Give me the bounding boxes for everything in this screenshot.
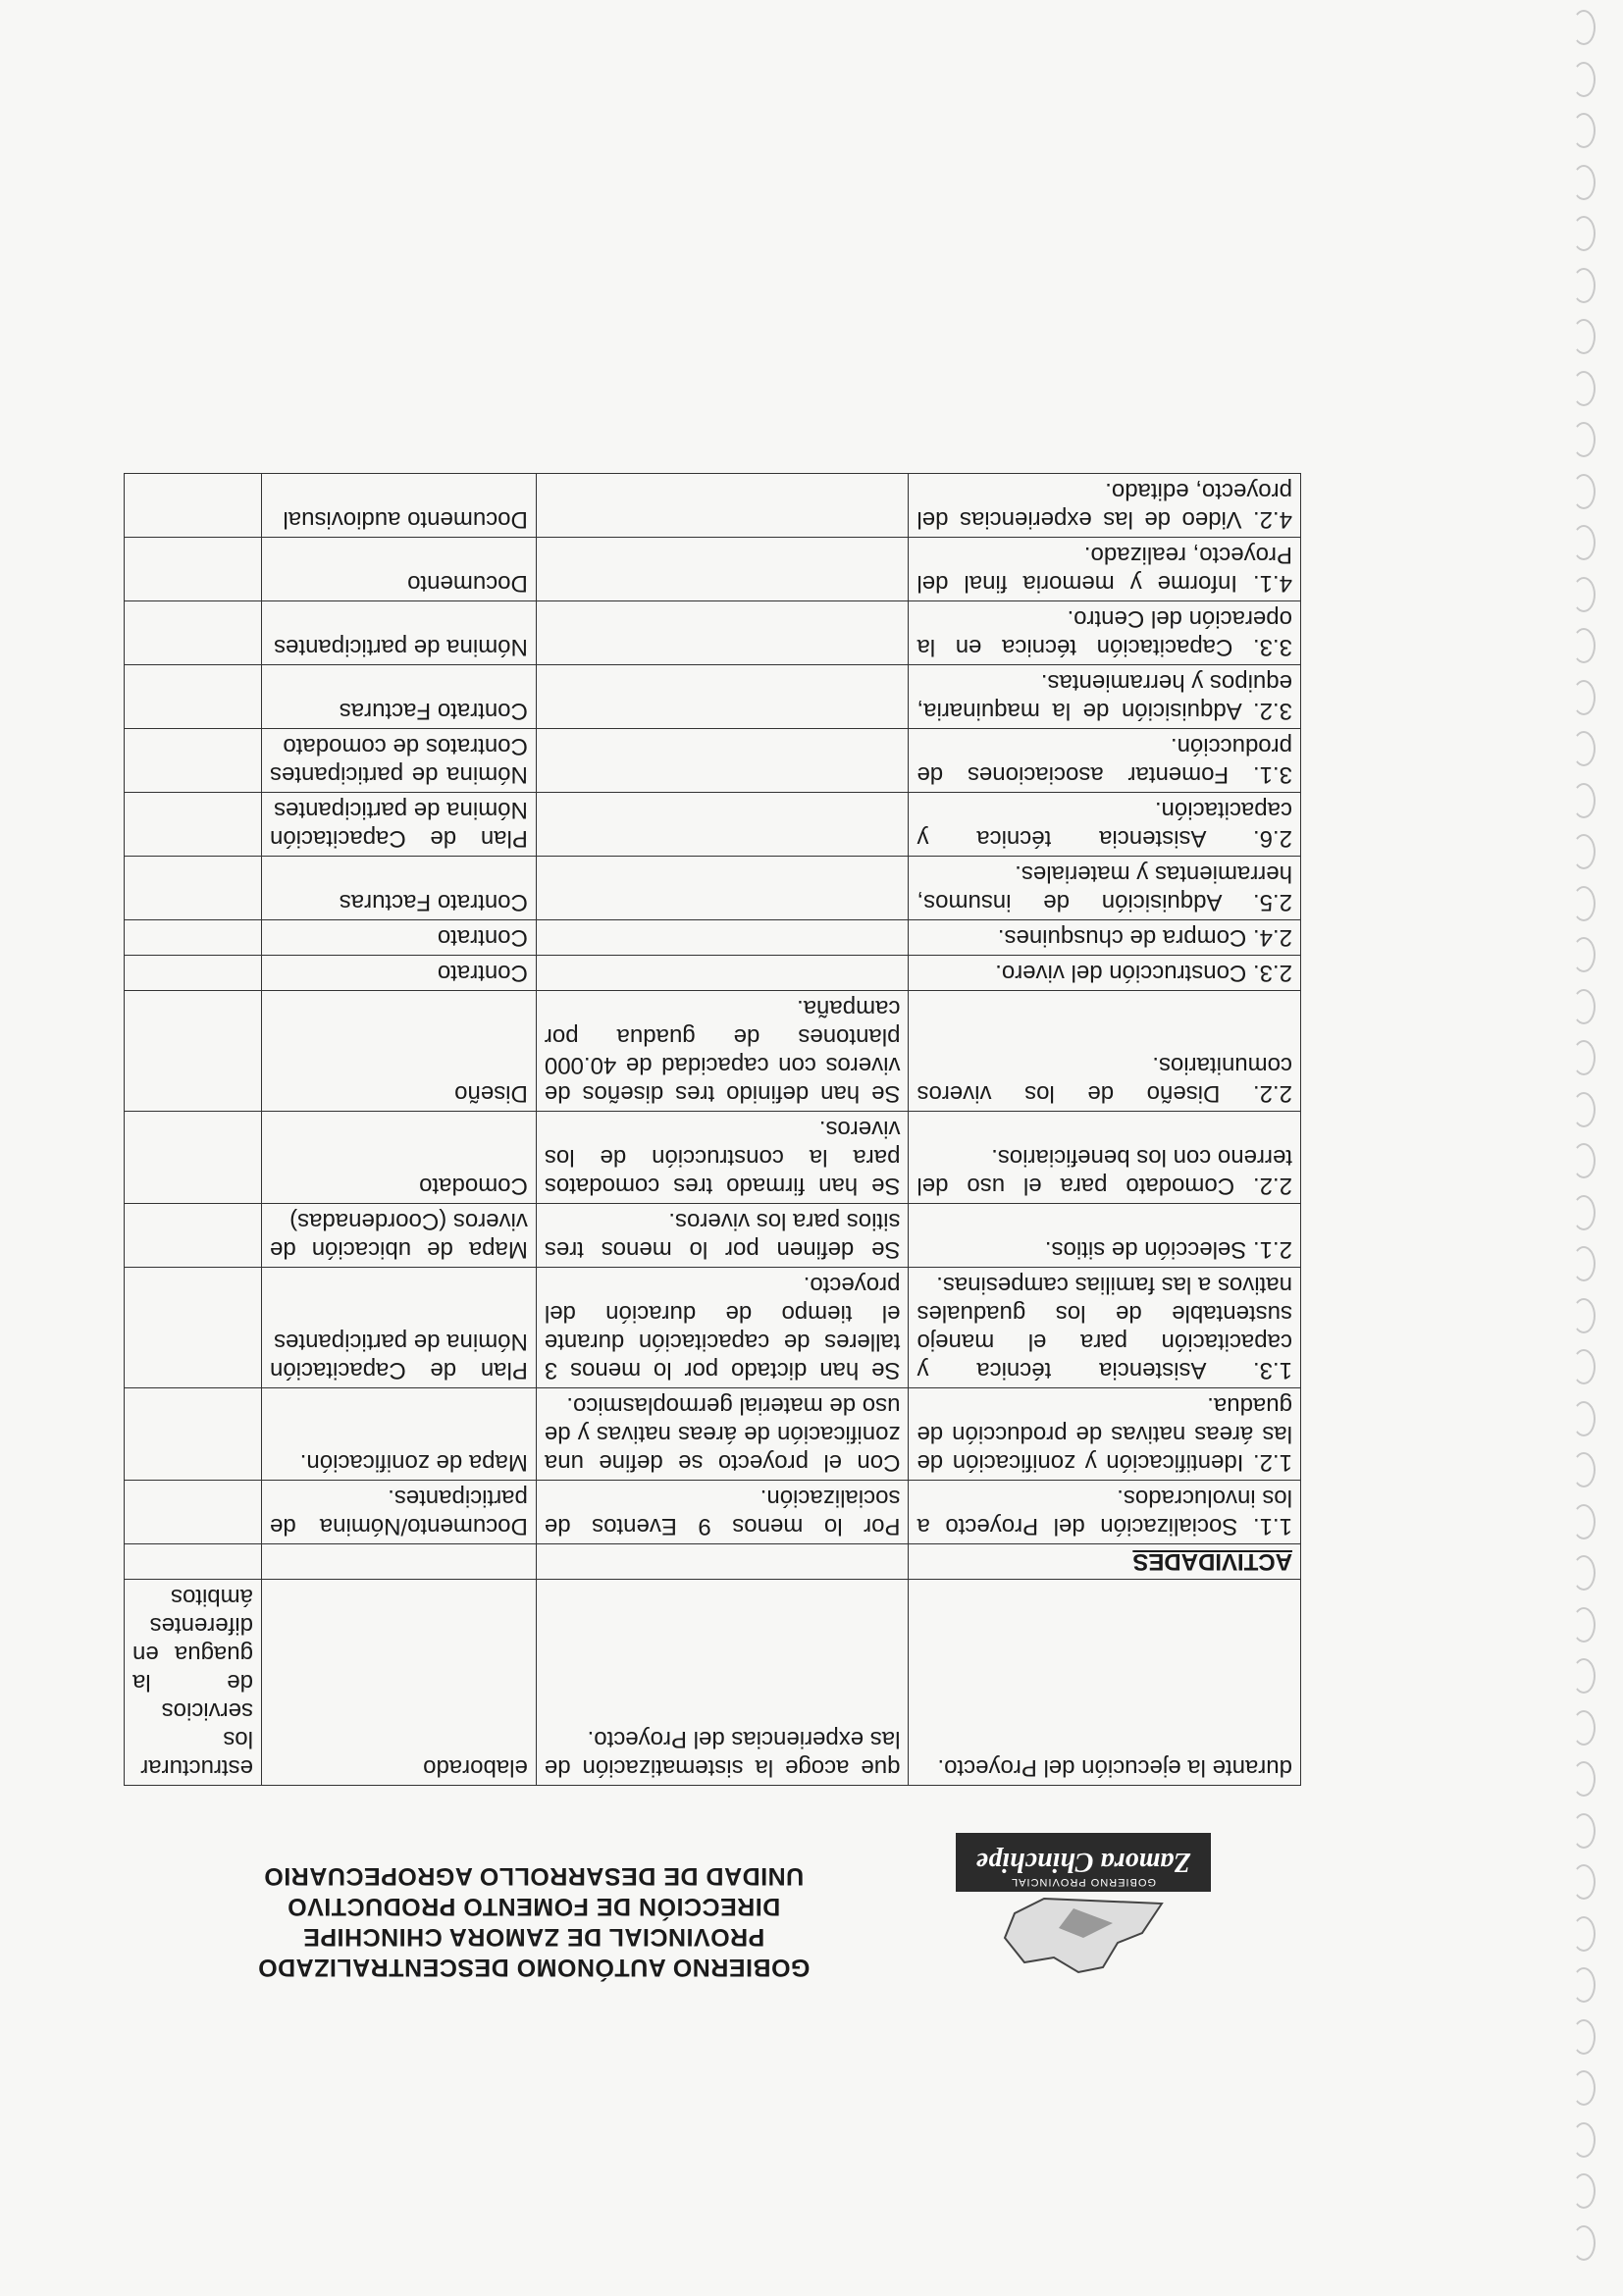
activity-cell-c1: 1.2. Identificación y zonificación de las áreas nativas de producción de guadua. — [909, 1388, 1301, 1481]
empty-cell — [536, 1544, 909, 1580]
section-row — [125, 1544, 1301, 1580]
activity-cell-c3: Diseño — [262, 991, 537, 1112]
activity-cell-c1: 3.3. Capacitación técnica en la operación del Centro. — [909, 601, 1301, 665]
empty-cell — [125, 991, 262, 1112]
empty-cell — [125, 1204, 262, 1268]
empty-cell — [262, 1544, 537, 1580]
table-row — [125, 665, 1301, 729]
activity-cell-c1: 1.1. Socialización del Proyecto a los involucrados. — [909, 1481, 1301, 1544]
activity-cell-c1: 1.3. Asistencia técnica y capacitación para el manejo sustentable de los guaduales nativos a las familias campesinas. — [909, 1268, 1301, 1388]
activity-cell-c1: 2.6. Asistencia técnica y capacitación. — [909, 793, 1301, 857]
activity-cell-c1: 2.2. Diseño de los viveros comunitarios. — [909, 991, 1301, 1112]
activity-cell-c2: Por lo menos 9 Eventos de socialización. — [536, 1481, 909, 1544]
activity-cell-c2 — [536, 956, 909, 991]
activity-cell-c3: Contrato — [262, 956, 537, 991]
letterhead — [131, 1815, 1211, 1982]
activity-cell-c2: Se han dictado por lo menos 3 talleres de capacitación durante el tiempo de duración del proyecto. — [536, 1268, 909, 1388]
activity-cell-c2 — [536, 665, 909, 729]
table-row — [125, 956, 1301, 991]
table-row — [125, 793, 1301, 857]
empty-cell — [125, 1388, 262, 1481]
letterhead-titles — [151, 1860, 916, 1982]
table-row — [125, 1268, 1301, 1388]
table-row — [125, 857, 1301, 920]
empty-cell — [125, 729, 262, 793]
empty-cell — [125, 920, 262, 956]
logo — [966, 1815, 1211, 1982]
activity-cell-c2 — [536, 857, 909, 920]
activity-cell-c1: 3.1. Fomentar asociaciones de producción. — [909, 729, 1301, 793]
activity-cell-c3: Nómina de participantes — [262, 601, 537, 665]
activity-cell-c2: Se han definido tres diseños de viveros con capacidad de 40.000 plantones de guadua por campaña. — [536, 991, 909, 1112]
empty-cell — [125, 857, 262, 920]
activity-cell-c2: Se definen por lo menos tres sitios para los viveros. — [536, 1204, 909, 1268]
activity-cell-c1: 4.1. Informe y memoria final del Proyecto, realizado. — [909, 538, 1301, 601]
logo-top-text: GOBIERNO PROVINCIAL — [1011, 1876, 1156, 1888]
table-row — [125, 474, 1301, 538]
activity-cell-c3: Documento/Nómina de participantes. — [262, 1481, 537, 1544]
activity-cell-c3: Contrato Facturas — [262, 857, 537, 920]
table-row — [125, 920, 1301, 956]
activity-cell-c3: Documento — [262, 538, 537, 601]
activity-cell-c1: 2.4. Compra de chusquines. — [909, 920, 1301, 956]
activity-cell-c2 — [536, 729, 909, 793]
activity-cell-c3: Comodato — [262, 1112, 537, 1204]
activity-cell-c3: Plan de Capacitación Nómina de participantes — [262, 793, 537, 857]
activity-cell-c2 — [536, 474, 909, 538]
table-row — [125, 1112, 1301, 1204]
activity-cell-c1: 2.3. Construcción del vivero. — [909, 956, 1301, 991]
activity-cell-c1: 2.5. Adquisición de insumos, herramientas y materiales. — [909, 857, 1301, 920]
table-row — [125, 729, 1301, 793]
empty-cell — [125, 1268, 262, 1388]
activity-cell-c1: 2.2. Comodato para el uso del terreno con los beneficiarios. — [909, 1112, 1301, 1204]
activity-cell-c1: 2.1. Selección de sitios. — [909, 1204, 1301, 1268]
table-row — [125, 1481, 1301, 1544]
title-line-1: GOBIERNO AUTÓNOMO DESCENTRALIZADO — [257, 1954, 811, 1981]
title-line-3: DIRECCIÓN DE FOMENTO PRODUCTIVO — [287, 1893, 781, 1920]
empty-cell — [125, 1112, 262, 1204]
empty-cell — [125, 538, 262, 601]
table-row — [125, 1388, 1301, 1481]
activities-table — [124, 473, 1301, 1786]
empty-cell — [125, 665, 262, 729]
activity-cell-c2: Con el proyecto se define una zonificación de áreas nativas y de uso de material germoplasmico. — [536, 1388, 909, 1481]
table-row — [125, 601, 1301, 665]
activity-cell-c2: Se han firmado tres comodatos para la construcción de los viveros. — [536, 1112, 909, 1204]
empty-cell — [125, 601, 262, 665]
activity-cell-c1: 3.2. Adquisición de la maquinaria, equipos y herramientas. — [909, 665, 1301, 729]
title-line-2: PROVINCIAL DE ZAMORA CHINCHIPE — [302, 1923, 765, 1951]
top-cell-3: elaborado — [262, 1580, 537, 1786]
empty-cell — [125, 793, 262, 857]
empty-cell — [125, 474, 262, 538]
activity-cell-c3: Mapa de ubicación de viveros (Coordenadas) — [262, 1204, 537, 1268]
empty-cell — [125, 1481, 262, 1544]
logo-name: Zamora Chinchipe — [975, 1847, 1191, 1877]
activity-cell-c3: Contrato — [262, 920, 537, 956]
logo-banner — [956, 1833, 1211, 1892]
table-row — [125, 538, 1301, 601]
top-cell-1: durante la ejecución del Proyecto. — [909, 1580, 1301, 1786]
table-row — [125, 1204, 1301, 1268]
activity-cell-c2 — [536, 538, 909, 601]
activity-cell-c3: Nómina de participantes Contratos de comodato — [262, 729, 537, 793]
section-heading: ACTIVIDADES — [909, 1544, 1301, 1580]
province-map-icon — [995, 1894, 1172, 1982]
activity-cell-c1: 4.2. Video de las experiencias del proyecto, editado. — [909, 474, 1301, 538]
empty-cell — [125, 1544, 262, 1580]
empty-cell — [125, 956, 262, 991]
activity-cell-c2 — [536, 793, 909, 857]
table-row — [125, 991, 1301, 1112]
table-row — [125, 1580, 1301, 1786]
activity-cell-c2 — [536, 920, 909, 956]
title-line-4: UNIDAD DE DESARROLLO AGROPECUARIO — [263, 1862, 805, 1890]
activity-cell-c3: Documento audiovisual — [262, 474, 537, 538]
activity-cell-c3: Plan de Capacitación Nómina de participantes — [262, 1268, 537, 1388]
top-cell-2: que acoge la sistematización de las experiencias del Proyecto. — [536, 1580, 909, 1786]
top-cell-4: estructurar los servicios de la guagua en diferentes ámbitos — [125, 1580, 262, 1786]
activity-cell-c3: Mapa de zonificación. — [262, 1388, 537, 1481]
activity-cell-c2 — [536, 601, 909, 665]
activity-cell-c3: Contrato Facturas — [262, 665, 537, 729]
